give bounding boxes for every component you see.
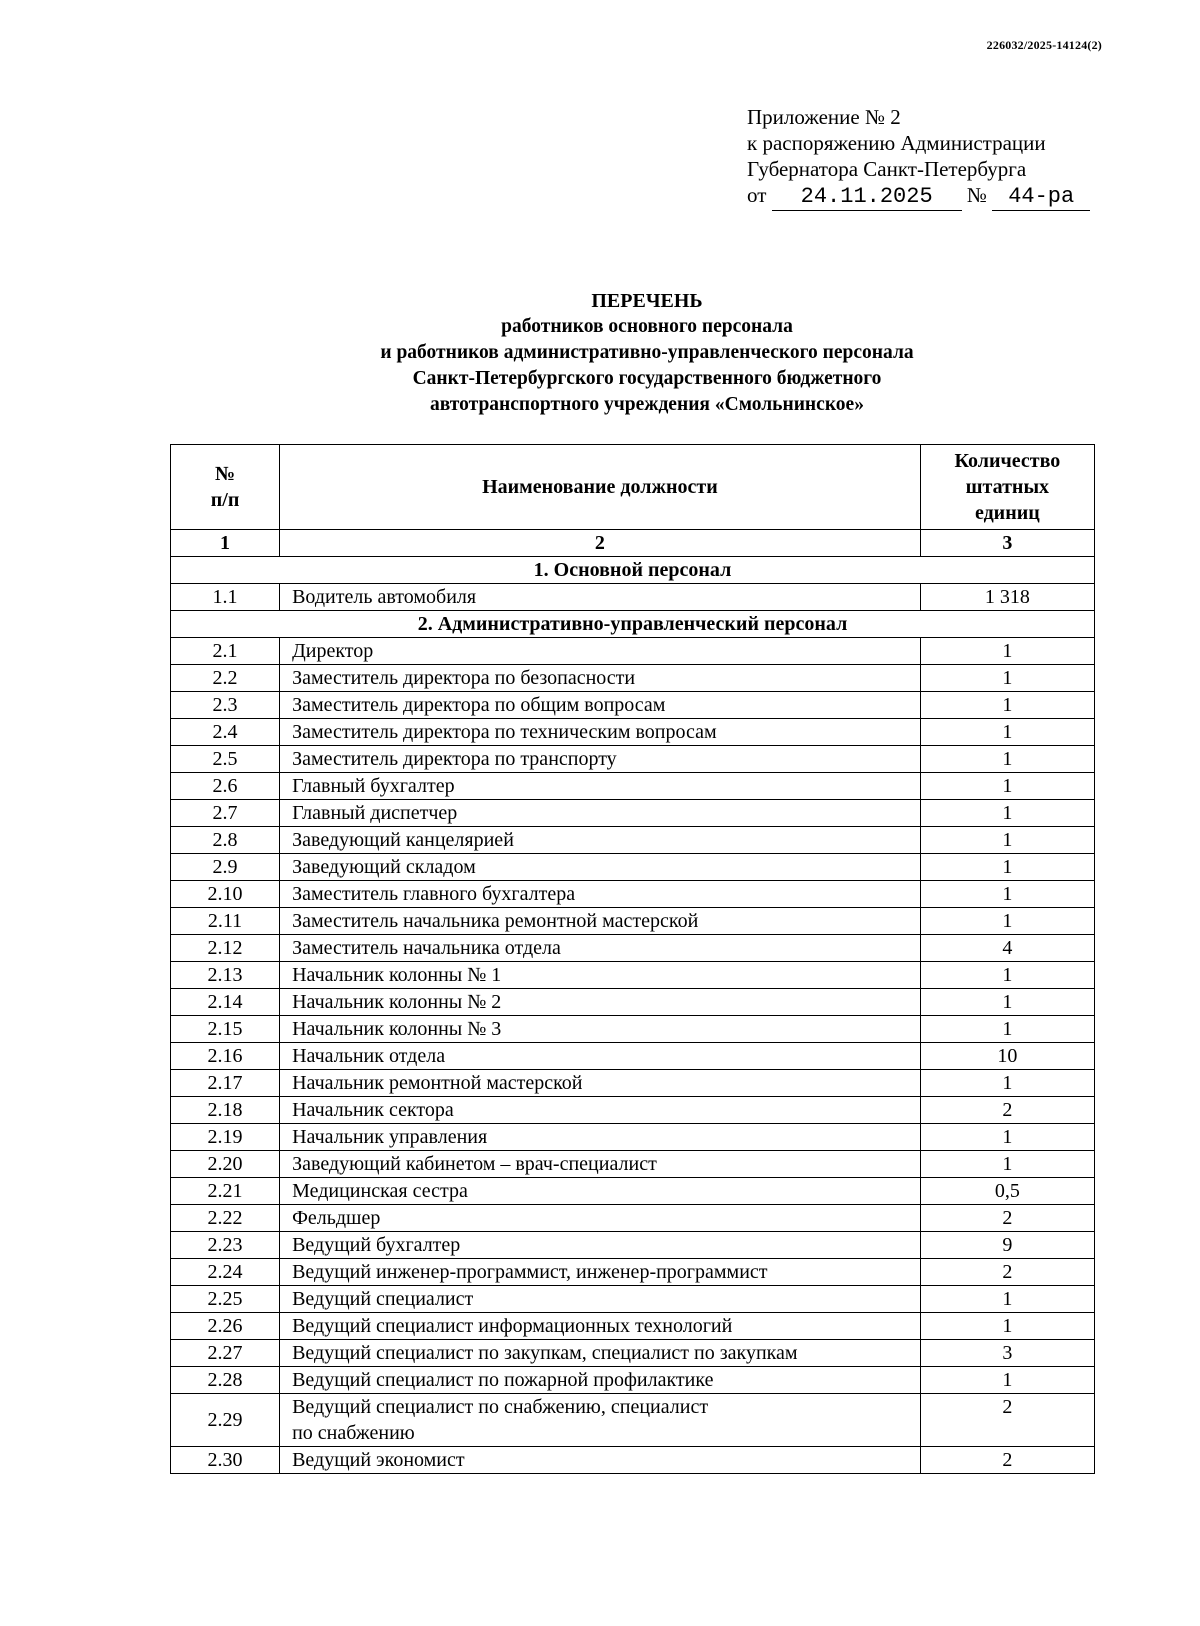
table-row [171,1286,1095,1313]
column-number-row [171,530,1095,557]
staff-count: 1 [920,665,1094,692]
row-number: 2.21 [171,1178,280,1205]
appendix-line-3: Губернатора Санкт-Петербурга [747,157,1027,181]
table-row [171,962,1095,989]
column-number: 3 [920,530,1094,557]
row-number: 2.27 [171,1340,280,1367]
table-row [171,1205,1095,1232]
row-number: 2.29 [171,1394,280,1447]
row-number: 2.30 [171,1447,280,1474]
staff-count: 2 [920,1447,1094,1474]
row-number: 2.4 [171,719,280,746]
column-number: 2 [280,530,921,557]
staff-count: 1 318 [920,584,1094,611]
position-name: Ведущий экономист [280,1447,921,1474]
row-number: 2.2 [171,665,280,692]
position-name: Заместитель директора по транспорту [280,746,921,773]
position-name: Начальник колонны № 3 [280,1016,921,1043]
row-number: 1.1 [171,584,280,611]
title-line-3: Санкт-Петербургского государственного бюджетного [412,368,882,389]
section-row [171,611,1095,638]
staff-count: 1 [920,746,1094,773]
position-name: Начальник управления [280,1124,921,1151]
position-name: Ведущий специалист информационных технологий [280,1313,921,1340]
row-number: 2.25 [171,1286,280,1313]
table-row [171,1259,1095,1286]
staff-count: 3 [920,1340,1094,1367]
table-row [171,1313,1095,1340]
position-name: Заведующий канцелярией [280,827,921,854]
number-label: № [966,183,987,207]
staff-count: 1 [920,719,1094,746]
staff-count: 1 [920,962,1094,989]
header-num: № п/п [171,445,280,530]
row-number: 2.18 [171,1097,280,1124]
staff-count: 2 [920,1259,1094,1286]
table-row [171,638,1095,665]
appendix-line-1: Приложение № 2 [747,105,901,129]
table-row [171,1340,1095,1367]
position-name: Заместитель начальника ремонтной мастерской [280,908,921,935]
position-name: Главный диспетчер [280,800,921,827]
staff-count: 2 [920,1097,1094,1124]
title-line-4: автотранспортного учреждения «Смольнинское» [430,394,864,415]
table-row [171,746,1095,773]
staff-count: 1 [920,1070,1094,1097]
position-name: Начальник колонны № 1 [280,962,921,989]
staff-count: 2 [920,1394,1094,1447]
row-number: 2.16 [171,1043,280,1070]
section-title: 2. Административно-управленческий персонал [171,611,1095,638]
staff-count: 2 [920,1205,1094,1232]
staff-count: 0,5 [920,1178,1094,1205]
row-number: 2.14 [171,989,280,1016]
table-row [171,908,1095,935]
staff-count: 1 [920,773,1094,800]
appendix-number: 44-ра [992,184,1090,211]
position-name: Заместитель директора по безопасности [280,665,921,692]
staff-count: 10 [920,1043,1094,1070]
staff-count: 1 [920,908,1094,935]
table-row [171,1232,1095,1259]
staff-count: 1 [920,1367,1094,1394]
table-row [171,1124,1095,1151]
staff-count: 1 [920,989,1094,1016]
title-main: ПЕРЕЧЕНЬ [591,290,703,312]
position-name: Заместитель директора по общим вопросам [280,692,921,719]
row-number: 2.5 [171,746,280,773]
position-name: Заместитель начальника отдела [280,935,921,962]
position-name: Начальник отдела [280,1043,921,1070]
row-number: 2.24 [171,1259,280,1286]
table-row [171,935,1095,962]
table-row [171,1043,1095,1070]
row-number: 2.9 [171,854,280,881]
staff-count: 1 [920,638,1094,665]
row-number: 2.12 [171,935,280,962]
row-number: 2.17 [171,1070,280,1097]
title-line-2: и работников административно-управленческого персонала [380,342,914,363]
position-name: Медицинская сестра [280,1178,921,1205]
row-number: 2.8 [171,827,280,854]
appendix-date-line [747,182,1090,211]
position-name: Заместитель директора по техническим вопросам [280,719,921,746]
staff-count: 1 [920,881,1094,908]
row-number: 2.22 [171,1205,280,1232]
table-row [171,1394,1095,1447]
position-name: Начальник сектора [280,1097,921,1124]
staff-count: 1 [920,854,1094,881]
table-row [171,665,1095,692]
staff-count: 1 [920,800,1094,827]
table-row [171,1151,1095,1178]
appendix-block [747,104,1090,211]
appendix-line-2: к распоряжению Администрации [747,131,1046,155]
column-number: 1 [171,530,280,557]
staff-count: 9 [920,1232,1094,1259]
row-number: 2.20 [171,1151,280,1178]
section-title: 1. Основной персонал [171,557,1095,584]
table-row [171,719,1095,746]
title-line-1: работников основного персонала [501,316,793,337]
row-number: 2.26 [171,1313,280,1340]
table-row [171,773,1095,800]
table-row [171,584,1095,611]
table-row [171,1097,1095,1124]
position-name: Начальник колонны № 2 [280,989,921,1016]
position-name: Директор [280,638,921,665]
table-row [171,1178,1095,1205]
staff-count: 1 [920,1286,1094,1313]
document-id: 226032/2025-14124(2) [986,38,1102,52]
staff-count: 1 [920,1313,1094,1340]
position-name: Фельдшер [280,1205,921,1232]
table-row [171,692,1095,719]
position-name: Ведущий специалист по закупкам, специалист по закупкам [280,1340,921,1367]
table-row [171,800,1095,827]
table-row [171,1070,1095,1097]
row-number: 2.6 [171,773,280,800]
row-number: 2.1 [171,638,280,665]
position-name: Ведущий инженер-программист, инженер-программист [280,1259,921,1286]
document-title [0,288,1200,418]
position-name: Заместитель главного бухгалтера [280,881,921,908]
table-row [171,1367,1095,1394]
header-name: Наименование должности [280,445,921,530]
staff-table [170,444,1095,1474]
position-name: Ведущий специалист по пожарной профилактике [280,1367,921,1394]
position-name: Заведующий кабинетом – врач-специалист [280,1151,921,1178]
staff-count: 1 [920,1151,1094,1178]
section-row [171,557,1095,584]
row-number: 2.11 [171,908,280,935]
row-number: 2.15 [171,1016,280,1043]
appendix-date: 24.11.2025 [772,184,962,211]
row-number: 2.7 [171,800,280,827]
table-row [171,827,1095,854]
position-name: Ведущий бухгалтер [280,1232,921,1259]
staff-count: 1 [920,827,1094,854]
row-number: 2.3 [171,692,280,719]
from-label: от [747,183,767,207]
row-number: 2.10 [171,881,280,908]
row-number: 2.23 [171,1232,280,1259]
row-number: 2.13 [171,962,280,989]
position-name: Водитель автомобиля [280,584,921,611]
position-name: Ведущий специалист [280,1286,921,1313]
table-row [171,881,1095,908]
header-qty: Количество штатных единиц [920,445,1094,530]
position-name: Ведущий специалист по снабжению, специалист по снабжению [280,1394,921,1447]
table-row [171,1016,1095,1043]
row-number: 2.28 [171,1367,280,1394]
staff-count: 4 [920,935,1094,962]
table-header-row [171,445,1095,530]
position-name: Начальник ремонтной мастерской [280,1070,921,1097]
staff-count: 1 [920,1016,1094,1043]
position-name: Заведующий складом [280,854,921,881]
staff-count: 1 [920,1124,1094,1151]
staff-count: 1 [920,692,1094,719]
table-row [171,1447,1095,1474]
row-number: 2.19 [171,1124,280,1151]
position-name: Главный бухгалтер [280,773,921,800]
table-row [171,854,1095,881]
table-row [171,989,1095,1016]
